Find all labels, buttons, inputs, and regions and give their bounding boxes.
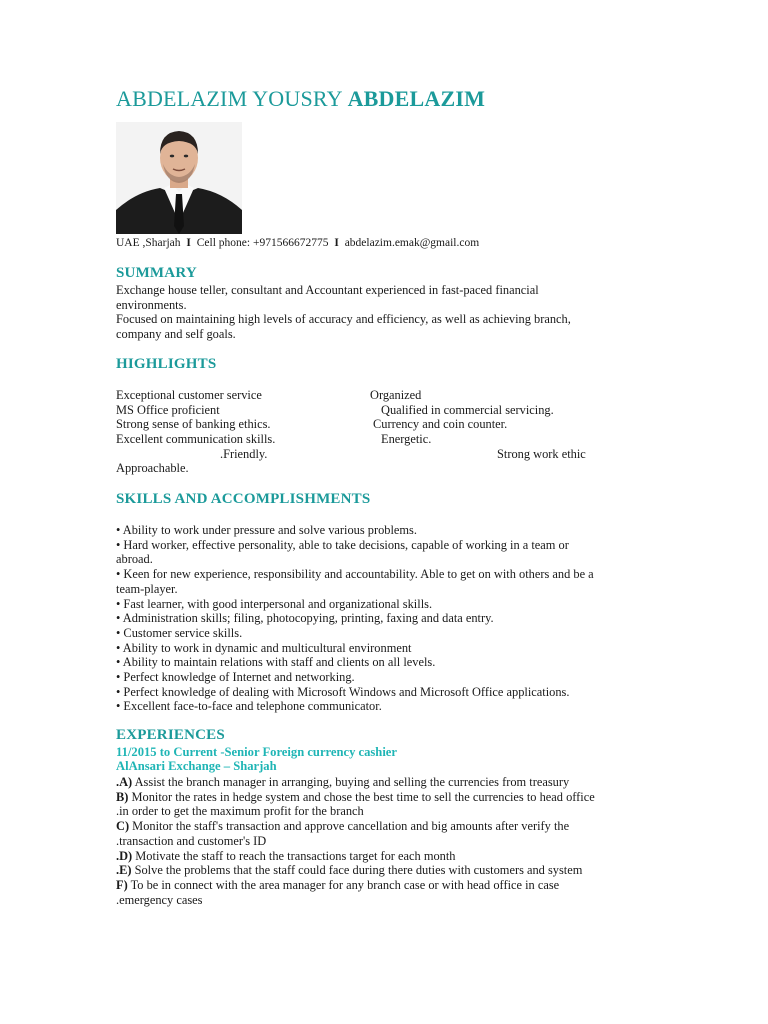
skill-line: • Excellent face-to-face and telephone communicator. xyxy=(116,699,382,714)
last-name: ABDELAZIM xyxy=(347,86,486,111)
duty-text: To be in connect with the area manager for any branch case or with head office in case xyxy=(127,877,560,892)
contact-phone: Cell phone: +971566672775 xyxy=(196,237,329,249)
summary-heading: SUMMARY xyxy=(116,265,197,281)
duty-text: Monitor the rates in hedge system and chose the best time to sell the currencies to head office xyxy=(128,789,595,804)
experiences-heading: EXPERIENCES xyxy=(116,727,225,743)
summary-line: environments. xyxy=(116,297,187,312)
summary-line: Exchange house teller, consultant and Accountant experienced in fast-paced financial xyxy=(116,283,539,297)
highlight-item: Currency and coin counter. xyxy=(373,417,508,431)
skill-line: • Customer service skills. xyxy=(116,625,243,640)
highlight-item: MS Office proficient xyxy=(116,403,220,417)
duty-text: Assist the branch manager in arranging, buying and selling the currencies from treasury xyxy=(132,775,570,789)
job-role: 11/2015 to Current -Senior Foreign currency cashier xyxy=(116,745,397,759)
highlight-item: Exceptional customer service xyxy=(116,388,262,402)
skill-line: team-player. xyxy=(116,581,178,596)
duty-text: Solve the problems that the staff could face during there duties with customers and system xyxy=(131,863,583,878)
duty-line xyxy=(116,819,656,834)
duty-line xyxy=(116,849,656,864)
skill-line: • Ability to maintain relations with staff and clients on all levels. xyxy=(116,655,436,670)
skill-line: • Fast learner, with good interpersonal and organizational skills. xyxy=(116,596,433,611)
skills-heading: SKILLS AND ACCOMPLISHMENTS xyxy=(116,491,371,507)
duty-key: .D) xyxy=(116,848,133,863)
skill-line: • Perfect knowledge of dealing with Microsoft Windows and Microsoft Office applications. xyxy=(116,684,570,699)
duty-key: .E) xyxy=(116,863,132,878)
highlight-item: .Friendly. xyxy=(220,447,268,461)
duty-line xyxy=(116,775,656,790)
skill-line: • Keen for new experience, responsibility and accountability. Able to get on with others and be a xyxy=(116,567,594,582)
highlight-item: Excellent communication skills. xyxy=(116,432,276,446)
first-names: ABDELAZIM YOUSRY xyxy=(116,86,342,111)
skill-line: • Administration skills; filing, photocopying, printing, faxing and data entry. xyxy=(116,611,494,626)
highlight-item: Approachable. xyxy=(116,461,189,475)
contact-location: UAE ,Sharjah xyxy=(116,237,181,249)
profile-photo xyxy=(116,122,242,234)
contact-email: abdelazim.emak@gmail.com xyxy=(344,237,480,249)
skill-line: • Ability to work under pressure and solve various problems. xyxy=(116,523,417,537)
summary-line: company and self goals. xyxy=(116,327,236,342)
duty-text: Motivate the staff to reach the transactions target for each month xyxy=(132,848,456,863)
skill-line: abroad. xyxy=(116,552,153,567)
skills-list xyxy=(116,523,636,714)
contact-separator: I xyxy=(334,237,339,249)
duty-key: B) xyxy=(116,789,129,804)
skill-line: • Ability to work in dynamic and multicultural environment xyxy=(116,640,412,655)
contact-separator: I xyxy=(186,237,191,249)
duty-key: F) xyxy=(116,877,128,892)
highlight-item: Energetic. xyxy=(381,432,432,446)
duty-line xyxy=(116,790,656,805)
duty-text: .in order to get the maximum profit for the branch xyxy=(116,804,364,819)
duty-line xyxy=(116,804,656,819)
highlight-item: Strong sense of banking ethics. xyxy=(116,417,271,431)
highlight-item: Qualified in commercial servicing. xyxy=(381,403,554,417)
duty-key: C) xyxy=(116,819,130,834)
summary-text xyxy=(116,283,636,342)
duty-line xyxy=(116,878,656,893)
summary-line: Focused on maintaining high levels of accuracy and efficiency, as well as achieving branch, xyxy=(116,312,571,327)
skill-line: • Perfect knowledge of Internet and networking. xyxy=(116,670,355,685)
contact-line xyxy=(116,237,479,249)
candidate-name xyxy=(116,86,485,112)
highlights-heading: HIGHLIGHTS xyxy=(116,356,217,372)
duty-text: .emergency cases xyxy=(116,892,203,907)
highlight-item: Strong work ethic xyxy=(497,447,586,461)
duty-line xyxy=(116,834,656,849)
duty-line xyxy=(116,893,656,908)
duty-text: Monitor the staff's transaction and approve cancellation and big amounts after verify the xyxy=(129,819,570,834)
job-company: AlAnsari Exchange – Sharjah xyxy=(116,759,277,773)
duty-line xyxy=(116,863,656,878)
highlight-item: Organized xyxy=(370,388,422,402)
duty-key: .A) xyxy=(116,775,133,789)
duty-text: .transaction and customer's ID xyxy=(116,833,267,848)
skill-line: • Hard worker, effective personality, able to take decisions, capable of working in a team or xyxy=(116,537,569,552)
job-duties xyxy=(116,775,656,907)
